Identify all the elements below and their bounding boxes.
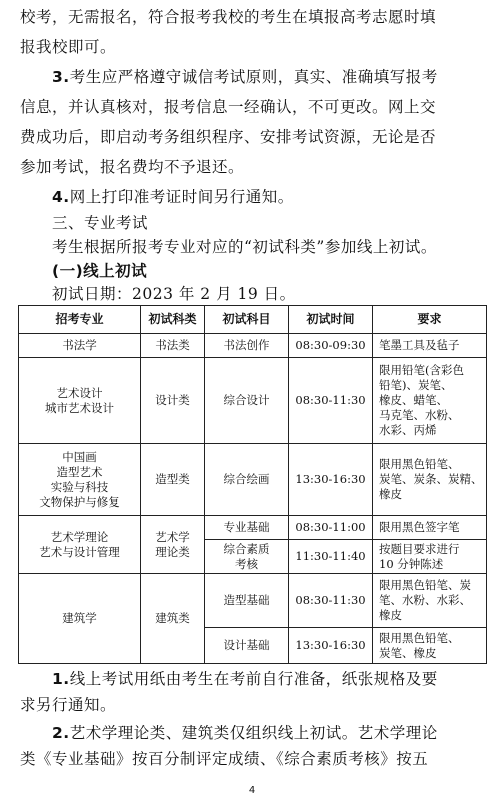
exam-date: 初试日期：2023 年 2 月 19 日。: [52, 285, 296, 303]
cell-subject: 设计基础: [205, 628, 289, 664]
cell-major: 书法学: [19, 334, 141, 358]
cell-subject: 书法创作: [205, 334, 289, 358]
cell-time: 13:30-16:30: [289, 444, 373, 516]
note2-line: 类《专业基础》按百分制评定成绩、《综合素质考核》按五: [20, 750, 429, 768]
cell-requirement: 限用黑色签字笔: [373, 516, 487, 540]
cell-subject: 专业基础: [205, 516, 289, 540]
cell-subject: 综合设计: [205, 358, 289, 444]
note1-text: 线上考试用纸由考生在考前自行准备，纸张规格及要: [69, 670, 438, 688]
item4-text: 网上打印准考证时间另行通知。: [69, 188, 294, 206]
cell-major: 建筑学: [19, 574, 141, 664]
section-heading: 三、专业考试: [52, 214, 149, 232]
item4-line: [52, 186, 492, 208]
table-row: [19, 444, 487, 516]
cell-major: 中国画 造型艺术 实验与科技 文物保护与修复: [19, 444, 141, 516]
note1-number: 1.: [52, 670, 70, 688]
header-category: 初试科类: [141, 306, 205, 334]
section-intro: 考生根据所报考专业对应的“初试科类”参加线上初试。: [52, 238, 437, 256]
cell-requirement: 限用黑色铅笔、炭 笔、水粉、水彩、 橡皮: [373, 574, 487, 628]
cell-time: 08:30-11:30: [289, 358, 373, 444]
item3-line: [52, 66, 492, 88]
item3-number: 3.: [52, 68, 70, 86]
note2-number: 2.: [52, 724, 70, 742]
cell-category: 建筑类: [141, 574, 205, 664]
cell-time: 11:30-11:40: [289, 540, 373, 574]
cell-category: 艺术学 理论类: [141, 516, 205, 574]
note1-line: 求另行通知。: [20, 696, 117, 714]
cell-time: 08:30-11:00: [289, 516, 373, 540]
cell-requirement: 限用黑色铅笔、 炭笔、橡皮: [373, 628, 487, 664]
note2-text: 艺术学理论类、建筑类仅组织线上初试。艺术学理论: [69, 724, 438, 742]
header-major: 招考专业: [19, 306, 141, 334]
item4-number: 4.: [52, 188, 70, 206]
cell-category: 书法类: [141, 334, 205, 358]
table-row: [19, 358, 487, 444]
table-row: [19, 516, 487, 540]
exam-table: [18, 305, 487, 664]
cell-major: 艺术学理论 艺术与设计管理: [19, 516, 141, 574]
cell-time: 13:30-16:30: [289, 628, 373, 664]
cell-time: 08:30-11:30: [289, 574, 373, 628]
subsection-heading: (一)线上初试: [52, 262, 148, 280]
item3-line: 参加考试，报名费均不予退还。: [20, 158, 245, 176]
item3-text: 考生应严格遵守诚信考试原则，真实、准确填写报考: [69, 68, 438, 86]
cell-requirement: 笔墨工具及毡子: [373, 334, 487, 358]
table-row: [19, 574, 487, 628]
note1-line: [52, 668, 492, 690]
header-subject: 初试科目: [205, 306, 289, 334]
cell-category: 设计类: [141, 358, 205, 444]
page-number: 4: [248, 785, 256, 796]
cell-subject: 造型基础: [205, 574, 289, 628]
cell-subject: 综合绘画: [205, 444, 289, 516]
item3-line: 费成功后，即启动考务组织程序、安排考试资源，无论是否: [20, 128, 437, 146]
cell-time: 08:30-09:30: [289, 334, 373, 358]
paragraph-line: 报我校即可。: [20, 38, 117, 56]
table-header-row: [19, 306, 487, 334]
cell-requirement: 限用黑色铅笔、 炭笔、炭条、炭精、 橡皮: [373, 444, 487, 516]
cell-category: 造型类: [141, 444, 205, 516]
note2-line: [52, 722, 492, 744]
paragraph-line: 校考，无需报名，符合报考我校的考生在填报高考志愿时填: [20, 8, 437, 26]
header-time: 初试时间: [289, 306, 373, 334]
cell-requirement: 限用铅笔(含彩色 铅笔)、炭笔、 橡皮、蜡笔、 马克笔、水粉、 水彩、丙烯: [373, 358, 487, 444]
table-row: [19, 334, 487, 358]
cell-requirement: 按题目要求进行 10 分钟陈述: [373, 540, 487, 574]
cell-major: 艺术设计 城市艺术设计: [19, 358, 141, 444]
cell-subject: 综合素质 考核: [205, 540, 289, 574]
item3-line: 信息，并认真核对，报考信息一经确认，不可更改。网上交: [20, 98, 437, 116]
header-requirement: 要求: [373, 306, 487, 334]
